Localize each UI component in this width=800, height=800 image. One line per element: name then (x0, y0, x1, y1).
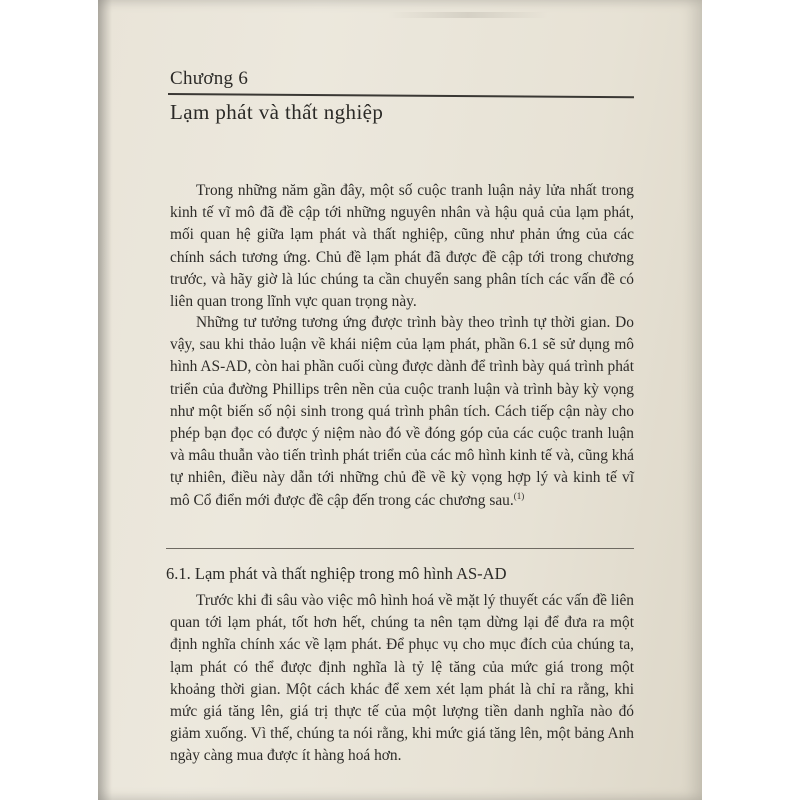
spine-shadow (98, 0, 112, 800)
section-divider (166, 548, 634, 549)
chapter-title: Lạm phát và thất nghiệp (170, 100, 384, 124)
chapter-label: Chương 6 (170, 68, 249, 89)
paragraph-text-block (170, 312, 634, 512)
bleed-through-header (388, 12, 548, 18)
paragraph-text: Trong những năm gần đây, một số cuộc tranh luận nảy lửa nhất trong kinh tế vĩ mô đã đề cập tới những nguyên nhân và hậu quả của lạm phát, mối quan hệ giữa lạm phát và thất nghiệp, cũng như phản ứng của các chính sách tương ứng. Chủ đề lạm phát đã được đề cập tới trong chương trước, và hãy giờ là lúc chúng ta cần chuyển sang phân tích các vấn đề có liên quan trong lĩnh vực quan trọng này. (170, 182, 634, 311)
paragraph-outline (170, 312, 634, 512)
background-right (702, 0, 800, 800)
book-page (98, 0, 702, 800)
footnote-marker: (1) (513, 490, 525, 501)
chapter-rule (168, 93, 634, 98)
paragraph-text: Những tư tưởng tương ứng được trình bày theo trình tự thời gian. Do vậy, sau khi thảo luận về khái niệm của lạm phát, phần 6.1 sẽ sử dụng mô hình AS-AD, còn hai phần cuối cùng được dành để trình bày quá trình phát triển của đường Phillips trên nền của cuộc tranh luận và trình bày kỳ vọng như một biến số nội sinh trong quá trình phân tích. Cách tiếp cận này cho phép bạn đọc có được ý niệm nào đó về đóng góp của các cuộc tranh luận và mâu thuẫn vào tiến trình phát triển của các mô hình kinh tế và, cũng khá tự nhiên, điều này dẫn tới những chủ đề về kỳ vọng hợp lý và kinh tế vĩ mô Cổ điển mới được đề cập đến trong các chương sau. (170, 314, 634, 509)
paragraph-text: Trước khi đi sâu vào việc mô hình hoá về mặt lý thuyết các vấn đề liên quan tới lạm phát, tốt hơn hết, chúng ta nên tạm dừng lại để đưa ra một định nghĩa chính xác về lạm phát. Để phục vụ cho mục đích của chúng ta, lạm phát có thể được định nghĩa là tỷ lệ tăng của mức giá trong một khoảng thời gian. Một cách khác để xem xét lạm phát là chỉ ra rằng, khi mức giá tăng lên, giá trị thực tế của một lượng tiền danh nghĩa nào đó giảm xuống. Vì thế, chúng ta nói rằng, khi mức giá tăng lên, một bảng Anh ngày càng mua được ít hàng hoá hơn. (170, 592, 634, 765)
paragraph-intro (170, 180, 634, 313)
paragraph-definition (170, 590, 634, 768)
background-left (0, 0, 98, 800)
section-heading: 6.1. Lạm phát và thất nghiệp trong mô hình AS-AD (166, 564, 507, 583)
